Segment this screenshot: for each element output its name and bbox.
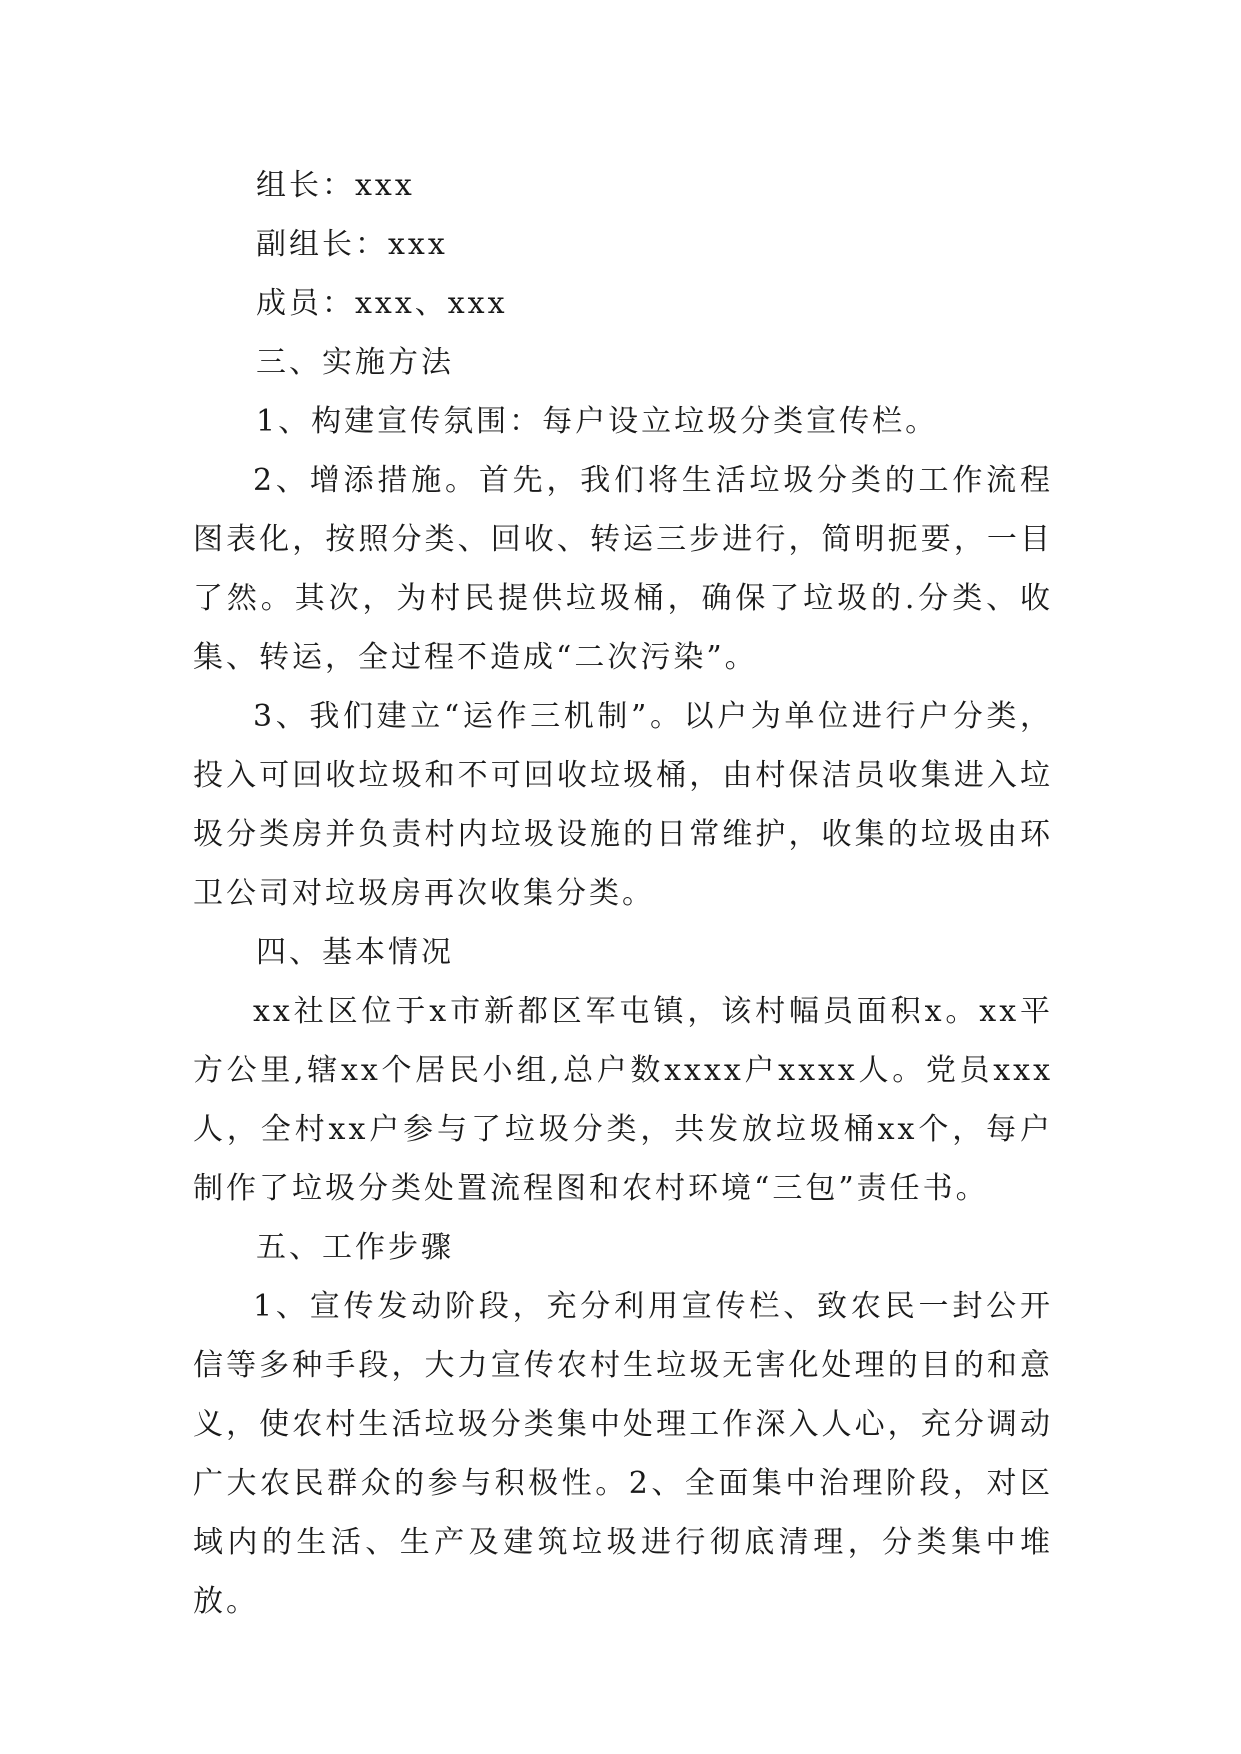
section-4-heading: 四、基本情况 bbox=[256, 935, 454, 970]
leader-line: 组长：xxx bbox=[256, 168, 415, 203]
section-3-item-3: 3、我们建立“运作三机制”。以户为单位进行户分类，投入可回收垃圾和不可回收垃圾桶，由村保洁员收集进入垃圾分类房并负责村内垃圾设施的日常维护，收集的垃圾由环卫公司对垃圾房再次收集分类。 bbox=[193, 699, 1053, 911]
document-body bbox=[193, 156, 1053, 1631]
section-5-heading: 五、工作步骤 bbox=[256, 1230, 454, 1265]
section-3-heading: 三、实施方法 bbox=[256, 345, 454, 380]
section-3-item-2: 2、增添措施。首先，我们将生活垃圾分类的工作流程图表化，按照分类、回收、转运三步进行，简明扼要，一目了然。其次，为村民提供垃圾桶，确保了垃圾的.分类、收集、转运，全过程不造成“二次污染”。 bbox=[193, 463, 1053, 675]
section-5-paragraph: 1、宣传发动阶段，充分利用宣传栏、致农民一封公开信等多种手段，大力宣传农村生垃圾无害化处理的目的和意义，使农村生活垃圾分类集中处理工作深入人心，充分调动广大农民群众的参与积极性。2、全面集中治理阶段，对区域内的生活、生产及建筑垃圾进行彻底清理，分类集中堆放。 bbox=[193, 1289, 1053, 1619]
section-3-item-1: 1、构建宣传氛围：每户设立垃圾分类宣传栏。 bbox=[256, 404, 939, 439]
deputy-leader-line: 副组长：xxx bbox=[256, 227, 448, 262]
members-line: 成员：xxx、xxx bbox=[256, 286, 508, 321]
section-4-paragraph: xx社区位于x市新都区军屯镇，该村幅员面积x。xx平方公里,辖xx个居民小组,总户数xxxx户xxxx人。党员xxx人，全村xx户参与了垃圾分类，共发放垃圾桶xx个，每户制作了垃圾分类处置流程图和农村环境“三包”责任书。 bbox=[193, 994, 1053, 1206]
